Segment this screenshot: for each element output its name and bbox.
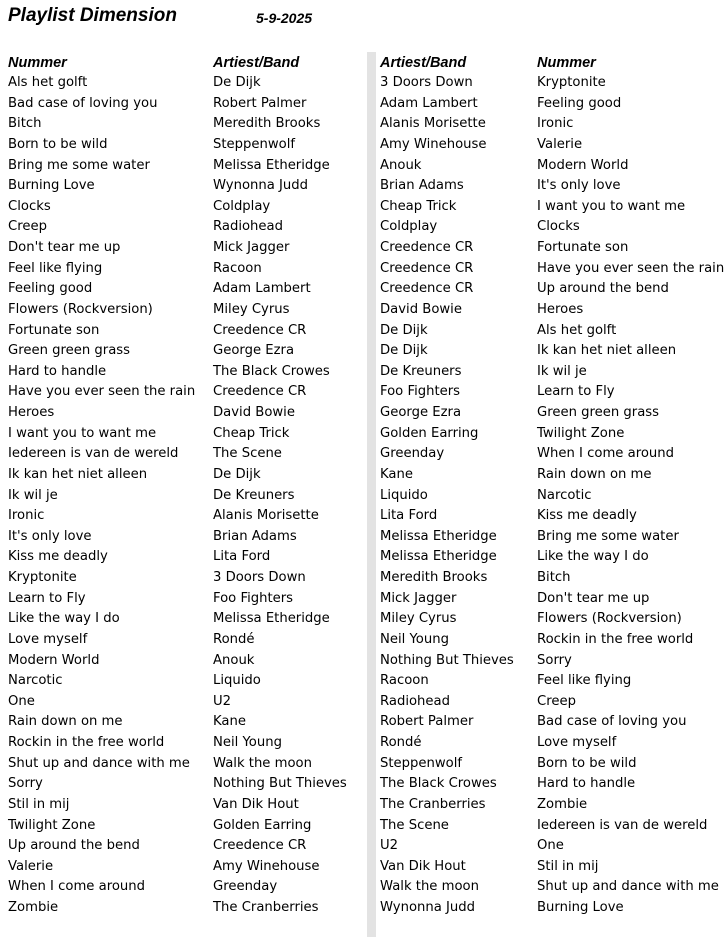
table-cell: Alanis Morisette: [380, 116, 486, 132]
table-cell: Bring me some water: [8, 157, 150, 173]
table-cell: Up around the bend: [537, 281, 669, 297]
table-cell: Amy Winehouse: [213, 858, 320, 874]
column-divider: [367, 52, 376, 937]
table-cell: U2: [380, 838, 399, 854]
table-cell: Walk the moon: [213, 755, 312, 771]
table-cell: Hard to handle: [537, 776, 636, 792]
table-cell: Coldplay: [213, 198, 271, 214]
table-cell: Ik wil je: [537, 363, 587, 379]
table-cell: Neil Young: [213, 735, 282, 750]
table-cell: Green green grass: [537, 405, 660, 420]
table-cell: Stil in mij: [537, 858, 599, 874]
table-cell: Twilight Zone: [8, 817, 96, 833]
table-cell: Rain down on me: [537, 466, 652, 482]
table-cell: Shut up and dance with me: [8, 755, 190, 771]
table-cell: Have you ever seen the rain: [8, 384, 196, 400]
table-cell: De Dijk: [213, 75, 261, 90]
table-cell: Melissa Etheridge: [380, 549, 497, 565]
table-cell: Iedereen is van de wereld: [8, 446, 179, 462]
table-cell: De Dijk: [380, 322, 428, 338]
table-cell: Brian Adams: [380, 178, 464, 194]
table-cell: Creedence CR: [380, 240, 474, 255]
table-cell: David Bowie: [213, 405, 295, 420]
table-cell: Rondé: [380, 735, 422, 750]
table-cell: Feeling good: [537, 95, 622, 111]
table-cell: Feeling good: [8, 281, 93, 297]
table-cell: Sorry: [537, 652, 572, 668]
table-cell: Ik wil je: [8, 487, 58, 503]
table-cell: Bring me some water: [537, 528, 679, 544]
table-cell: Rain down on me: [8, 714, 123, 730]
table-cell: Clocks: [537, 219, 580, 235]
table-cell: Fortunate son: [537, 240, 629, 255]
table-cell: Bad case of loving you: [8, 95, 158, 111]
column-header-artist: Artiest/Band: [213, 55, 300, 71]
table-cell: Bad case of loving you: [537, 714, 687, 730]
table-cell: Born to be wild: [8, 136, 108, 152]
table-cell: Rockin in the free world: [537, 631, 694, 647]
song-list: [537, 73, 724, 919]
table-cell: Golden Earring: [380, 425, 479, 441]
table-cell: Valerie: [537, 136, 583, 152]
table-cell: Wynonna Judd: [213, 178, 309, 194]
table-cell: Melissa Etheridge: [380, 528, 497, 544]
table-cell: Flowers (Rockversion): [537, 611, 682, 627]
table-cell: Als het golft: [537, 322, 617, 338]
table-cell: Don't tear me up: [537, 590, 650, 606]
table-cell: De Dijk: [213, 466, 261, 482]
table-cell: Ironic: [8, 508, 45, 524]
column-header-song: Nummer: [537, 55, 596, 71]
table-cell: De Dijk: [380, 343, 428, 359]
table-cell: Cheap Trick: [380, 198, 457, 214]
table-cell: Melissa Etheridge: [213, 611, 330, 627]
table-cell: 3 Doors Down: [380, 75, 473, 90]
table-cell: Kiss me deadly: [8, 549, 108, 565]
table-cell: Creedence CR: [213, 384, 307, 400]
table-cell: Alanis Morisette: [213, 508, 319, 524]
table-cell: Racoon: [380, 673, 429, 689]
table-cell: I want you to want me: [8, 425, 157, 441]
table-cell: Racoon: [213, 260, 262, 276]
column-header-song: Nummer: [8, 55, 67, 71]
table-cell: Nothing But Thieves: [213, 776, 347, 792]
table-cell: Rondé: [213, 631, 255, 647]
table-cell: Narcotic: [537, 487, 592, 503]
artist-list: [380, 73, 514, 919]
table-cell: Flowers (Rockversion): [8, 301, 153, 317]
table-cell: It's only love: [537, 178, 621, 194]
table-cell: Foo Fighters: [380, 384, 461, 400]
table-cell: Liquido: [213, 673, 261, 689]
table-cell: George Ezra: [213, 343, 295, 359]
table-cell: Radiohead: [213, 219, 283, 235]
table-cell: Mick Jagger: [380, 590, 457, 606]
table-cell: Wynonna Judd: [380, 900, 476, 915]
table-cell: Creedence CR: [380, 260, 474, 276]
table-cell: The Scene: [380, 817, 449, 833]
document-date: 5-9-2025: [256, 10, 313, 26]
table-cell: Amy Winehouse: [380, 136, 487, 152]
table-cell: Creep: [537, 693, 576, 709]
table-cell: Learn to Fly: [8, 590, 86, 606]
table-cell: Neil Young: [380, 631, 449, 647]
table-cell: Kiss me deadly: [537, 508, 637, 524]
table-cell: I want you to want me: [537, 198, 686, 214]
column-header-artist: Artiest/Band: [380, 55, 467, 71]
table-cell: De Kreuners: [213, 487, 295, 503]
table-cell: Narcotic: [8, 673, 63, 689]
table-cell: Cheap Trick: [213, 425, 290, 441]
table-cell: Coldplay: [380, 219, 438, 235]
table-cell: Modern World: [537, 157, 629, 173]
table-cell: Bitch: [8, 116, 42, 132]
table-cell: Creedence CR: [213, 322, 307, 338]
table-cell: Love myself: [8, 631, 88, 647]
table-cell: Green green grass: [8, 343, 131, 359]
table-cell: Anouk: [213, 652, 255, 668]
table-cell: When I come around: [537, 446, 674, 462]
table-cell: Kane: [380, 466, 413, 482]
left-table-song-column: [8, 53, 195, 919]
table-cell: Stil in mij: [8, 796, 70, 812]
table-cell: Robert Palmer: [380, 714, 474, 730]
table-cell: Nothing But Thieves: [380, 652, 514, 668]
table-cell: The Scene: [213, 446, 282, 462]
table-cell: Ik kan het niet alleen: [8, 466, 148, 482]
table-cell: Rockin in the free world: [8, 735, 165, 750]
table-cell: Shut up and dance with me: [537, 879, 719, 895]
table-cell: Learn to Fly: [537, 384, 615, 400]
table-cell: One: [8, 693, 35, 709]
table-cell: Brian Adams: [213, 528, 297, 544]
table-cell: Like the way I do: [537, 549, 649, 565]
song-list: [8, 73, 195, 919]
table-cell: 3 Doors Down: [213, 570, 306, 585]
table-cell: The Cranberries: [213, 900, 319, 915]
table-cell: Anouk: [380, 157, 422, 173]
right-table-song-column: [537, 53, 724, 919]
table-cell: When I come around: [8, 879, 145, 895]
table-cell: Greenday: [213, 879, 278, 895]
table-cell: Valerie: [8, 858, 54, 874]
table-cell: Heroes: [8, 405, 55, 420]
table-cell: Liquido: [380, 487, 428, 503]
table-cell: Feel like flying: [8, 260, 103, 276]
table-cell: Miley Cyrus: [380, 611, 457, 627]
table-cell: One: [537, 838, 564, 854]
table-cell: Van Dik Hout: [213, 796, 299, 812]
table-cell: Robert Palmer: [213, 95, 307, 111]
table-cell: Kryptonite: [537, 75, 606, 90]
table-cell: Ik kan het niet alleen: [537, 343, 677, 359]
table-cell: Adam Lambert: [380, 95, 478, 111]
table-cell: Iedereen is van de wereld: [537, 817, 708, 833]
table-cell: The Black Crowes: [213, 363, 330, 379]
table-cell: Adam Lambert: [213, 281, 311, 297]
table-cell: George Ezra: [380, 405, 462, 420]
table-cell: Clocks: [8, 198, 51, 214]
table-cell: Als het golft: [8, 75, 88, 90]
table-cell: Sorry: [8, 776, 43, 792]
table-cell: Mick Jagger: [213, 240, 290, 255]
table-cell: Like the way I do: [8, 611, 120, 627]
table-cell: Don't tear me up: [8, 240, 121, 255]
table-cell: Born to be wild: [537, 755, 637, 771]
table-cell: Miley Cyrus: [213, 301, 290, 317]
table-cell: David Bowie: [380, 301, 462, 317]
table-cell: Up around the bend: [8, 838, 140, 854]
left-table-artist-column: [213, 53, 347, 919]
table-cell: Twilight Zone: [537, 425, 625, 441]
table-cell: Fortunate son: [8, 322, 100, 338]
table-cell: Melissa Etheridge: [213, 157, 330, 173]
table-cell: Foo Fighters: [213, 590, 294, 606]
table-cell: Golden Earring: [213, 817, 312, 833]
table-cell: Van Dik Hout: [380, 858, 466, 874]
artist-list: [213, 73, 347, 919]
table-cell: Zombie: [537, 796, 588, 812]
table-cell: Modern World: [8, 652, 100, 668]
document-title: Playlist Dimension: [8, 5, 177, 26]
table-cell: Meredith Brooks: [380, 570, 488, 585]
table-cell: Lita Ford: [380, 508, 438, 524]
table-cell: Kane: [213, 714, 246, 730]
table-cell: The Black Crowes: [380, 776, 497, 792]
table-cell: De Kreuners: [380, 363, 462, 379]
table-cell: Bitch: [537, 570, 571, 585]
table-cell: Heroes: [537, 301, 584, 317]
table-cell: Kryptonite: [8, 570, 77, 585]
table-cell: Have you ever seen the rain: [537, 260, 725, 276]
table-cell: The Cranberries: [380, 796, 486, 812]
table-cell: Love myself: [537, 735, 617, 750]
table-cell: Creep: [8, 219, 47, 235]
table-cell: Radiohead: [380, 693, 450, 709]
table-cell: Feel like flying: [537, 673, 632, 689]
table-cell: Meredith Brooks: [213, 116, 321, 132]
table-cell: Zombie: [8, 900, 59, 915]
table-cell: Lita Ford: [213, 549, 271, 565]
table-cell: Creedence CR: [213, 838, 307, 854]
table-cell: U2: [213, 693, 232, 709]
table-cell: Creedence CR: [380, 281, 474, 297]
table-cell: Steppenwolf: [380, 755, 463, 771]
table-cell: It's only love: [8, 528, 92, 544]
right-table-artist-column: [380, 53, 514, 919]
table-cell: Ironic: [537, 116, 574, 132]
table-cell: Burning Love: [8, 178, 95, 194]
table-cell: Walk the moon: [380, 879, 479, 895]
table-cell: Steppenwolf: [213, 136, 296, 152]
table-cell: Greenday: [380, 446, 445, 462]
table-cell: Hard to handle: [8, 363, 107, 379]
table-cell: Burning Love: [537, 900, 624, 915]
